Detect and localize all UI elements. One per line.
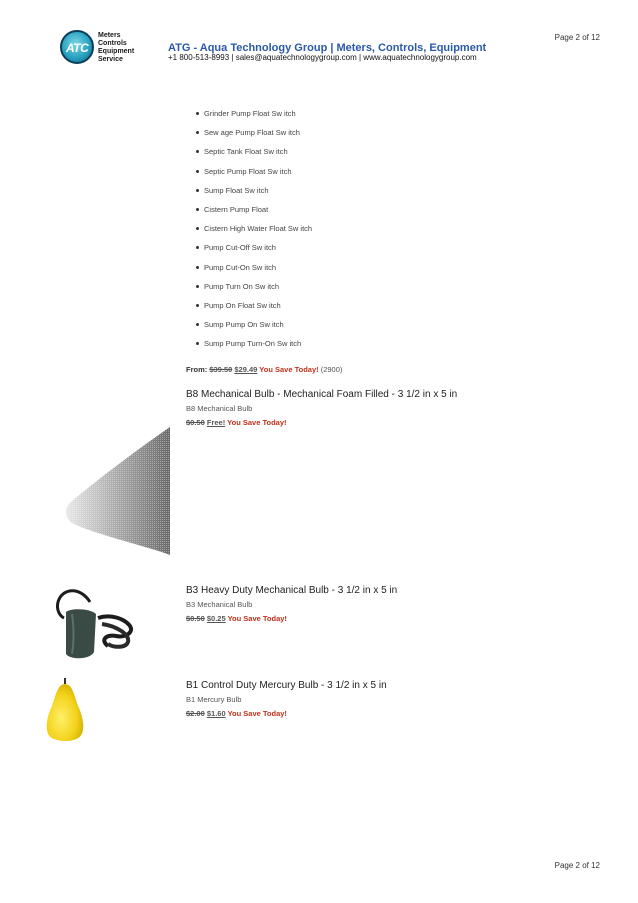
- list-item: Grinder Pump Float Sw itch: [196, 108, 312, 127]
- mercury-bulb-image: [42, 676, 88, 742]
- company-logo: [60, 30, 140, 68]
- product-price-line: [186, 709, 287, 718]
- save-label: You Save Today!: [227, 709, 287, 718]
- list-item: Pump Cut-Off Sw itch: [196, 242, 312, 261]
- page-number-top: Page 2 of 12: [554, 33, 600, 42]
- keyword-list: [196, 108, 312, 357]
- old-price: $39.50: [209, 365, 233, 374]
- company-contact: +1 800-513-8993 | sales@aquatechnologygroup.com | www.aquatechnologygroup.com: [168, 53, 477, 62]
- list-item: Cistern Pump Float: [196, 204, 312, 223]
- sale-price[interactable]: Free!: [206, 418, 226, 427]
- sale-price[interactable]: $0.25: [206, 614, 226, 623]
- list-item: Pump On Float Sw itch: [196, 300, 312, 319]
- list-item: Sump Pump Turn-On Sw itch: [196, 338, 312, 357]
- save-label: You Save Today!: [227, 614, 287, 623]
- old-price: $2.00: [186, 709, 205, 718]
- foam-bulb-image: [60, 425, 172, 557]
- save-label: You Save Today!: [227, 418, 287, 427]
- product-title[interactable]: B3 Heavy Duty Mechanical Bulb - 3 1/2 in x 5 in: [186, 585, 398, 596]
- product-title[interactable]: B8 Mechanical Bulb - Mechanical Foam Filled - 3 1/2 in x 5 in: [186, 389, 458, 400]
- list-item: Sump Float Sw itch: [196, 185, 312, 204]
- logo-emblem: [60, 30, 94, 64]
- main-price-line: [186, 365, 342, 374]
- sale-price[interactable]: $1.60: [206, 709, 226, 718]
- list-item: Cistern High Water Float Sw itch: [196, 223, 312, 242]
- save-label: You Save Today!: [259, 365, 319, 374]
- logo-text: ATC: [66, 41, 89, 55]
- sale-price[interactable]: $29.49: [234, 365, 258, 374]
- product-price-line: [186, 418, 287, 427]
- list-item: Pump Turn On Sw itch: [196, 281, 312, 300]
- logo-word: Meters: [98, 32, 121, 39]
- list-item: Sump Pump On Sw itch: [196, 319, 312, 338]
- page-number-bottom: Page 2 of 12: [554, 861, 600, 870]
- logo-word: Equipment: [98, 48, 135, 55]
- product-price-line: [186, 614, 287, 623]
- review-count: (2900): [320, 365, 343, 374]
- company-title: ATG - Aqua Technology Group | Meters, Controls, Equipment: [168, 42, 487, 54]
- list-item: Septic Tank Float Sw itch: [196, 146, 312, 165]
- product-subtitle: B1 Mercury Bulb: [186, 695, 242, 704]
- logo-word: Service: [98, 56, 123, 63]
- list-item: Septic Pump Float Sw itch: [196, 166, 312, 185]
- price-prefix: From:: [186, 365, 208, 374]
- heavy-duty-bulb-image: [50, 584, 138, 664]
- product-subtitle: B3 Mechanical Bulb: [186, 600, 253, 609]
- product-subtitle: B8 Mechanical Bulb: [186, 404, 253, 413]
- list-item: Sew age Pump Float Sw itch: [196, 127, 312, 146]
- logo-wordmark: [98, 32, 134, 64]
- old-price: $0.50: [186, 614, 205, 623]
- logo-word: Controls: [98, 40, 127, 47]
- product-title[interactable]: B1 Control Duty Mercury Bulb - 3 1/2 in x 5 in: [186, 680, 387, 691]
- list-item: Pump Cut-On Sw itch: [196, 262, 312, 281]
- old-price: $0.50: [186, 418, 205, 427]
